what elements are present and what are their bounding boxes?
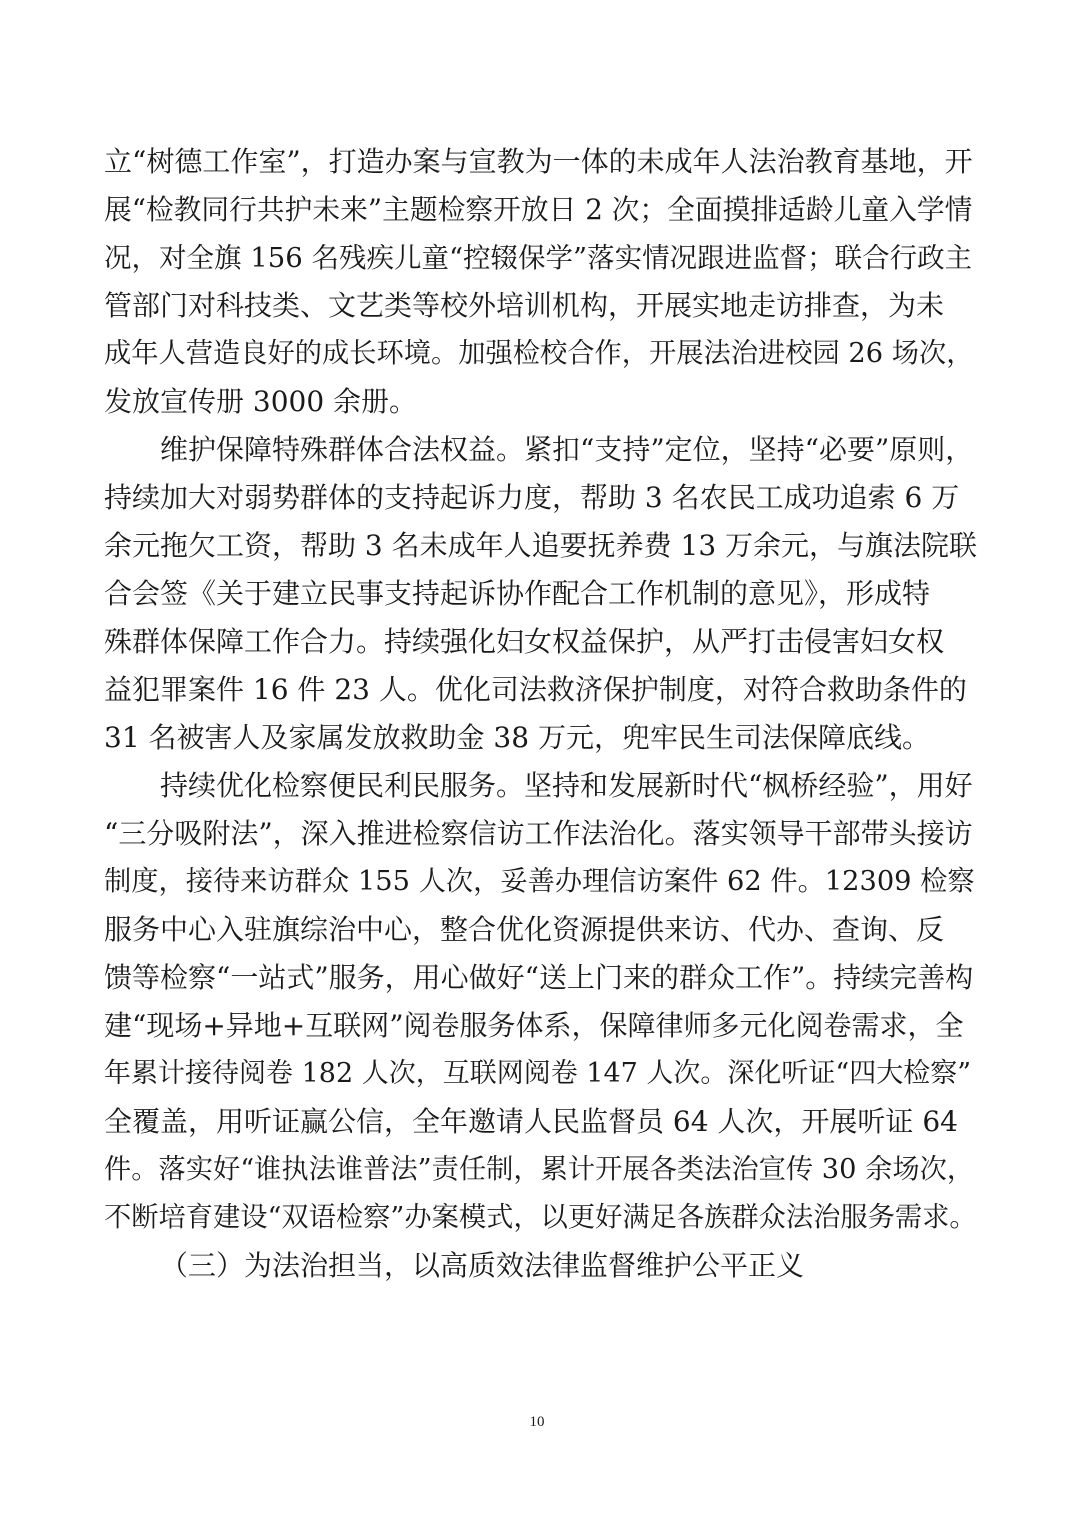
text-line: 益犯罪案件 16 件 23 人。优化司法救济保护制度，对符合救助条件的	[104, 673, 967, 706]
text-line: “三分吸附法”，深入推进检察信访工作法治化。落实领导干部带头接访	[104, 817, 973, 850]
text-line: 全覆盖，用听证赢公信，全年邀请人民监督员 64 人次，开展听证 64	[104, 1105, 958, 1138]
text-line: 建“现场+异地+互联网”阅卷服务体系，保障律师多元化阅卷需求，全	[104, 1009, 964, 1042]
text-line: 馈等检察“一站式”服务，用心做好“送上门来的群众工作”。持续完善构	[104, 961, 974, 994]
section-heading: （三）为法治担当，以高质效法律监督维护公平正义	[160, 1249, 805, 1282]
text-line: 年累计接待阅卷 182 人次，互联网阅卷 147 人次。深化听证“四大检察”	[104, 1058, 972, 1089]
text-line: 发放宣传册 3000 余册。	[104, 385, 418, 418]
text-line: 管部门对科技类、文艺类等校外培训机构，开展实地走访排查，为未	[104, 289, 945, 322]
text-line: 立“树德工作室”，打造办案与宣教为一体的未成年人法治教育基地，开	[104, 145, 973, 178]
text-line: 余元拖欠工资，帮助 3 名未成年人追要抚养费 13 万余元，与旗法院联	[104, 529, 978, 562]
text-line: 制度，接待来访群众 155 人次，妥善办理信访案件 62 件。12309 检察	[104, 866, 975, 897]
text-line: 件。落实好“谁执法谁普法”责任制，累计开展各类法治宣传 30 余场次，	[104, 1154, 975, 1185]
text-line: 殊群体保障工作合力。持续强化妇女权益保护，从严打击侵害妇女权	[104, 625, 945, 658]
text-line: 况，对全旗 156 名残疾儿童“控辍保学”落实情况跟进监督；联合行政主	[104, 242, 973, 274]
page-number: 10	[529, 1414, 545, 1430]
text-line: 合会签《关于建立民事支持起诉协作配合工作机制的意见》，形成特	[104, 577, 931, 610]
text-line: 服务中心入驻旗综治中心，整合优化资源提供来访、代办、查询、反	[104, 913, 945, 946]
text-line: 不断培育建设“双语检察”办案模式，以更好满足各族群众法治服务需求。	[104, 1202, 977, 1233]
paragraph-heading-special-groups: 维护保障特殊群体合法权益。紧扣“支持”定位，坚持“必要”原则，	[160, 433, 974, 466]
text-line: 31 名被害人及家属发放救助金 38 万元，兜牢民生司法保障底线。	[104, 721, 930, 754]
text-line: 持续加大对弱势群体的支持起诉力度，帮助 3 名农民工成功追索 6 万	[104, 481, 960, 514]
text-line: 成年人营造良好的成长环境。加强检校合作，开展法治进校园 26 场次，	[104, 338, 974, 369]
body-text	[104, 138, 978, 1290]
paragraph-heading-services: 持续优化检察便民利民服务。坚持和发展新时代“枫桥经验”，用好	[160, 769, 973, 802]
text-line: 展“检教同行共护未来”主题检察开放日 2 次；全面摸排适龄儿童入学情	[104, 193, 973, 226]
